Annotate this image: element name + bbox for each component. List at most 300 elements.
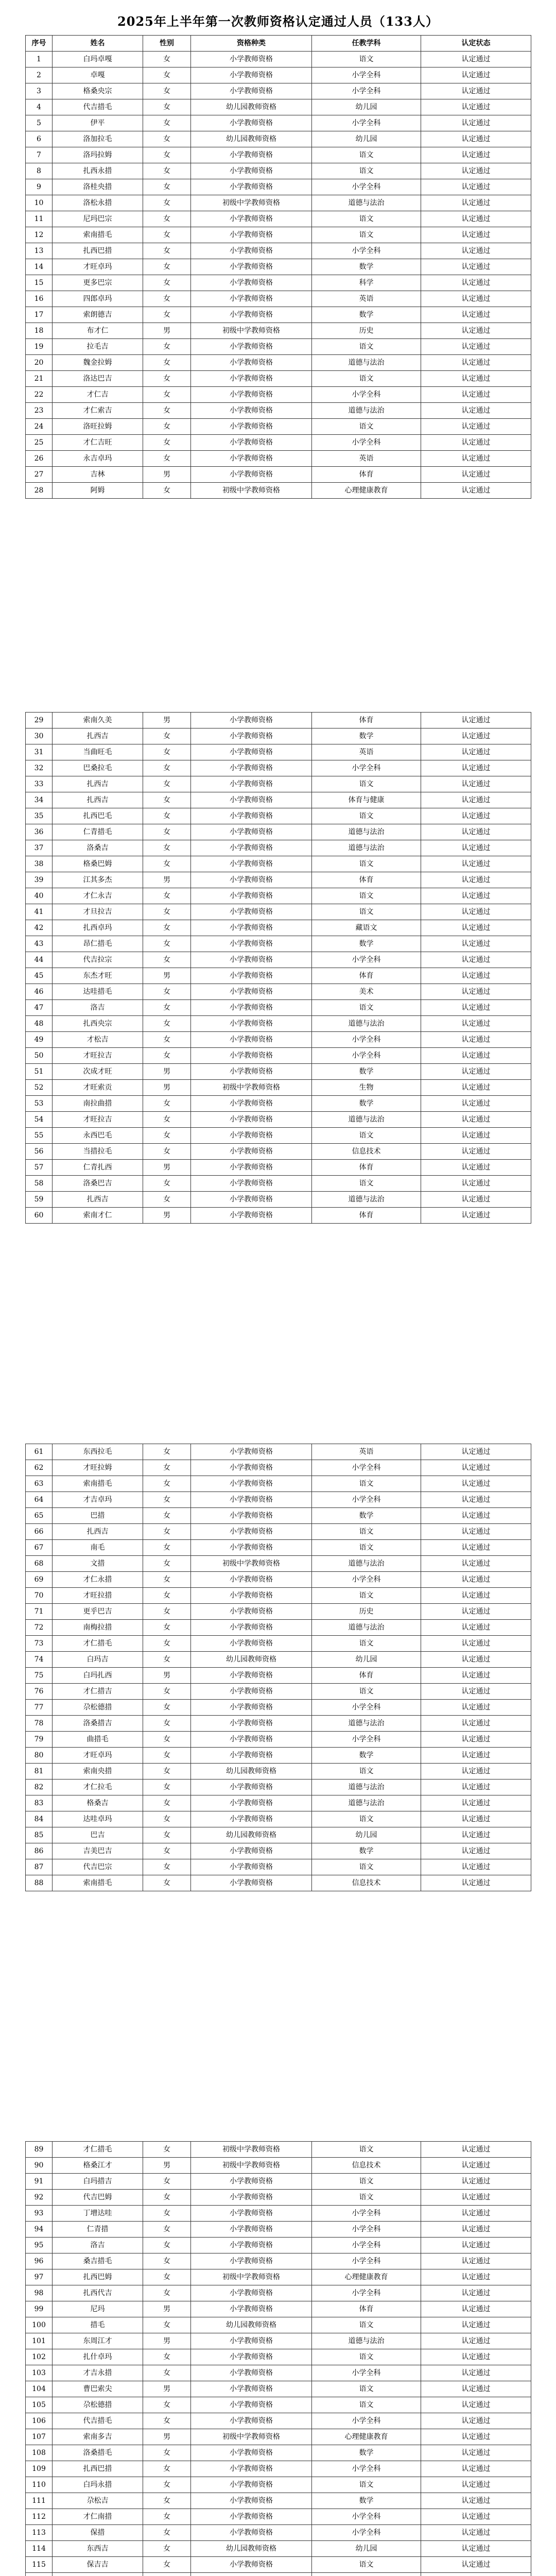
status-cell: 认定通过 [421,1128,531,1144]
gender-cell: 女 [143,355,191,371]
gender-cell: 女 [143,792,191,808]
table-row [26,840,531,856]
subject-cell: 语文 [312,2477,421,2493]
table-row [26,1000,531,1016]
name-cell: 巴吉 [53,1827,143,1843]
table-row [26,1780,531,1795]
status-cell: 认定通过 [421,1048,531,1064]
gender-cell: 女 [143,1732,191,1748]
name-cell: 保措 [53,2525,143,2541]
status-cell: 认定通过 [421,840,531,856]
status-cell: 认定通过 [421,1556,531,1572]
qualification-cell: 小学教师资格 [191,371,312,387]
seq-cell: 104 [26,2381,53,2397]
name-cell: 仁青措 [53,2222,143,2238]
qualification-cell: 小学教师资格 [191,1588,312,1604]
status-cell: 认定通过 [421,1064,531,1080]
status-cell: 认定通过 [421,2445,531,2461]
qualification-cell: 小学教师资格 [191,2461,312,2477]
seq-cell: 43 [26,936,53,952]
table-row [26,1636,531,1652]
name-cell: 扎西巴措 [53,243,143,259]
name-cell: 扎西吉 [53,1524,143,1540]
qualification-cell: 小学教师资格 [191,1636,312,1652]
qualification-cell: 初级中学教师资格 [191,2142,312,2158]
subject-cell: 幼儿园 [312,131,421,147]
seq-cell: 57 [26,1160,53,1176]
table-row [26,419,531,435]
seq-cell: 32 [26,760,53,776]
seq-cell: 87 [26,1859,53,1875]
seq-cell: 11 [26,211,53,227]
gender-cell: 女 [143,67,191,83]
gender-cell: 女 [143,227,191,243]
subject-cell: 道德与法治 [312,403,421,419]
name-cell: 才仁措毛 [53,2142,143,2158]
gender-cell: 女 [143,243,191,259]
table-row [26,1160,531,1176]
table-row [26,776,531,792]
name-cell: 尼玛巴宗 [53,211,143,227]
table-row [26,1716,531,1732]
status-cell: 认定通过 [421,904,531,920]
name-cell: 仁青措毛 [53,824,143,840]
status-cell: 认定通过 [421,1508,531,1524]
subject-cell: 语文 [312,2317,421,2333]
subject-cell [312,2573,421,2576]
table-row [26,403,531,419]
status-cell: 认定通过 [421,227,531,243]
gender-cell: 女 [143,1764,191,1780]
status-cell: 认定通过 [421,744,531,760]
gender-cell: 女 [143,291,191,307]
table-row [26,760,531,776]
subject-cell: 体育 [312,872,421,888]
table-row [26,2509,531,2525]
status-cell: 认定通过 [421,1780,531,1795]
name-cell: 白玛吉 [53,1652,143,1668]
status-cell: 认定通过 [421,291,531,307]
subject-cell: 小学全科 [312,2238,421,2253]
seq-cell: 111 [26,2493,53,2509]
seq-cell: 60 [26,1208,53,1224]
table-row [26,824,531,840]
seq-cell: 14 [26,259,53,275]
gender-cell: 女 [143,403,191,419]
gender-cell: 女 [143,1716,191,1732]
subject-cell: 小学全科 [312,179,421,195]
seq-cell: 90 [26,2158,53,2174]
qualification-cell: 小学教师资格 [191,179,312,195]
name-cell: 曹巴索尖 [53,2381,143,2397]
name-cell: 扎什卓玛 [53,2349,143,2365]
gender-cell: 女 [143,147,191,163]
gender-cell: 女 [143,2238,191,2253]
seq-cell: 93 [26,2206,53,2222]
qualification-cell: 小学教师资格 [191,2206,312,2222]
seq-cell: 4 [26,99,53,115]
table-row [26,1064,531,1080]
table-row [26,1620,531,1636]
gender-cell: 女 [143,1000,191,1016]
subject-cell: 小学全科 [312,1700,421,1716]
qualification-cell: 小学教师资格 [191,920,312,936]
status-cell: 认定通过 [421,2317,531,2333]
name-cell: 索南措毛 [53,1476,143,1492]
seq-cell: 56 [26,1144,53,1160]
gender-cell: 女 [143,1032,191,1048]
gender-cell: 女 [143,808,191,824]
name-cell: 才仁吉 [53,387,143,403]
seq-cell: 18 [26,323,53,339]
qualification-cell: 幼儿园教师资格 [191,2317,312,2333]
table-row [26,1144,531,1160]
qualification-cell: 幼儿园教师资格 [191,131,312,147]
status-cell: 认定通过 [421,1476,531,1492]
status-cell: 认定通过 [421,195,531,211]
qualification-cell: 初级中学教师资格 [191,1080,312,1096]
subject-cell: 道德与法治 [312,1795,421,1811]
subject-cell: 小学全科 [312,2365,421,2381]
seq-cell: 85 [26,1827,53,1843]
qualification-cell: 小学教师资格 [191,968,312,984]
table-row [26,163,531,179]
table-row [26,1700,531,1716]
subject-cell: 语文 [312,1636,421,1652]
qualification-cell: 小学教师资格 [191,2333,312,2349]
subject-cell: 数学 [312,1508,421,1524]
table-row [26,83,531,99]
subject-cell: 小学全科 [312,2509,421,2525]
gender-cell: 女 [143,1524,191,1540]
gender-cell: 女 [143,115,191,131]
name-cell: 才仁永措 [53,1572,143,1588]
gender-cell: 女 [143,2190,191,2206]
status-cell: 认定通过 [421,1208,531,1224]
subject-cell: 小学全科 [312,2222,421,2238]
qualification-cell [191,2573,312,2576]
seq-cell: 105 [26,2397,53,2413]
subject-cell: 幼儿园 [312,2541,421,2557]
subject-cell: 语文 [312,2557,421,2573]
seq-cell: 86 [26,1843,53,1859]
gender-cell: 女 [143,371,191,387]
status-cell: 认定通过 [421,1668,531,1684]
name-cell: 洛玛拉姆 [53,147,143,163]
name-cell: 吉林 [53,467,143,483]
qualification-cell: 小学教师资格 [191,2525,312,2541]
table-row [26,1016,531,1032]
subject-cell: 小学全科 [312,387,421,403]
name-cell: 永西巴毛 [53,1128,143,1144]
status-cell: 认定通过 [421,1764,531,1780]
qualification-cell: 小学教师资格 [191,2557,312,2573]
seq-cell: 26 [26,451,53,467]
subject-cell: 心理健康教育 [312,483,421,499]
qualification-cell: 小学教师资格 [191,115,312,131]
table-row [26,2413,531,2429]
gender-cell: 女 [143,2142,191,2158]
gender-cell: 女 [143,1048,191,1064]
name-cell: 四郎卓玛 [53,291,143,307]
subject-cell: 道德与法治 [312,355,421,371]
seq-cell: 45 [26,968,53,984]
qualification-cell: 小学教师资格 [191,713,312,728]
name-cell: 格桑吉 [53,1795,143,1811]
table-row [26,243,531,259]
table-row [26,2158,531,2174]
status-cell: 认定通过 [421,467,531,483]
gender-cell: 女 [143,2493,191,2509]
gender-cell: 女 [143,131,191,147]
status-cell: 认定通过 [421,1716,531,1732]
status-cell: 认定通过 [421,2238,531,2253]
header-subject-cell: 任教学科 [312,36,421,52]
name-cell: 巴措 [53,1508,143,1524]
qualification-cell: 小学教师资格 [191,888,312,904]
table-row [26,2190,531,2206]
status-cell: 认定通过 [421,147,531,163]
subject-cell: 体育 [312,968,421,984]
qualification-cell: 小学教师资格 [191,2413,312,2429]
table-row [26,1524,531,1540]
table-row [26,984,531,1000]
name-cell: 文措 [53,1556,143,1572]
qualification-cell: 小学教师资格 [191,744,312,760]
subject-cell: 小学全科 [312,1048,421,1064]
gender-cell: 女 [143,2477,191,2493]
table-row [26,307,531,323]
seq-cell: 80 [26,1748,53,1764]
subject-cell: 语文 [312,888,421,904]
table-row [26,1811,531,1827]
name-cell: 次成才旺 [53,1064,143,1080]
qualification-cell: 小学教师资格 [191,1540,312,1556]
seq-cell: 51 [26,1064,53,1080]
status-cell: 认定通过 [421,1843,531,1859]
seq-cell: 102 [26,2349,53,2365]
subject-cell: 语文 [312,52,421,67]
seq-cell: 13 [26,243,53,259]
name-cell: 扎西巴措 [53,2461,143,2477]
header-status-cell: 认定状态 [421,36,531,52]
name-cell: 代吉巴宗 [53,1859,143,1875]
gender-cell: 男 [143,323,191,339]
seq-cell: 49 [26,1032,53,1048]
subject-cell: 道德与法治 [312,1112,421,1128]
status-cell: 认定通过 [421,1540,531,1556]
seq-cell: 75 [26,1668,53,1684]
status-cell: 认定通过 [421,872,531,888]
table-row [26,920,531,936]
subject-cell: 历史 [312,323,421,339]
status-cell: 认定通过 [421,2461,531,2477]
name-cell: 曲措毛 [53,1732,143,1748]
seq-cell: 40 [26,888,53,904]
seq-cell: 84 [26,1811,53,1827]
gender-cell: 女 [143,1508,191,1524]
table-row [26,792,531,808]
qualification-cell: 小学教师资格 [191,243,312,259]
status-cell: 认定通过 [421,1875,531,1891]
subject-cell: 小学全科 [312,67,421,83]
subject-cell: 道德与法治 [312,840,421,856]
seq-cell: 64 [26,1492,53,1508]
qualification-cell: 小学教师资格 [191,2174,312,2190]
subject-cell: 小学全科 [312,2525,421,2541]
seq-cell: 5 [26,115,53,131]
name-cell: 扎西巴姆 [53,2269,143,2285]
seq-cell: 17 [26,307,53,323]
status-cell: 认定通过 [421,2477,531,2493]
status-cell: 认定通过 [421,1684,531,1700]
seq-cell [26,2573,53,2576]
table-row [26,387,531,403]
subject-cell: 小学全科 [312,1732,421,1748]
status-cell: 认定通过 [421,1176,531,1192]
status-cell: 认定通过 [421,2381,531,2397]
gender-cell: 女 [143,275,191,291]
gender-cell: 女 [143,2557,191,2573]
qualification-cell: 幼儿园教师资格 [191,1652,312,1668]
subject-cell: 语文 [312,371,421,387]
subject-cell: 语文 [312,1000,421,1016]
table-row [26,1652,531,1668]
status-cell: 认定通过 [421,1096,531,1112]
qualification-cell: 小学教师资格 [191,904,312,920]
table-row [26,195,531,211]
status-cell: 认定通过 [421,728,531,744]
name-cell: 才仁南措 [53,2509,143,2525]
table-row [26,1444,531,1460]
gender-cell: 女 [143,163,191,179]
gender-cell: 女 [143,1636,191,1652]
name-cell: 扎西巴毛 [53,808,143,824]
name-cell: 格桑巴姆 [53,856,143,872]
qualification-cell: 小学教师资格 [191,1668,312,1684]
qualification-cell: 小学教师资格 [191,776,312,792]
name-cell: 更多巴宗 [53,275,143,291]
table-row [26,483,531,499]
status-cell: 认定通过 [421,163,531,179]
table-row [26,2222,531,2238]
table-row [26,2142,531,2158]
gender-cell: 女 [143,2461,191,2477]
name-cell: 尕松吉 [53,2493,143,2509]
qualification-cell: 小学教师资格 [191,1492,312,1508]
qualification-cell: 小学教师资格 [191,1048,312,1064]
subject-cell: 体育 [312,1668,421,1684]
gender-cell: 女 [143,419,191,435]
seq-cell: 15 [26,275,53,291]
gender-cell: 女 [143,387,191,403]
seq-cell: 24 [26,419,53,435]
gender-cell: 女 [143,856,191,872]
gender-cell: 女 [143,1748,191,1764]
name-cell: 南拉曲措 [53,1096,143,1112]
gender-cell: 女 [143,1604,191,1620]
name-cell: 卓嘎 [53,67,143,83]
name-cell: 达哇卓玛 [53,1811,143,1827]
name-cell: 江其多杰 [53,872,143,888]
name-cell: 才仁永吉 [53,888,143,904]
subject-cell: 生物 [312,1080,421,1096]
name-cell: 仁青扎西 [53,1160,143,1176]
table-row [26,211,531,227]
table-row [26,1668,531,1684]
table-row [26,1764,531,1780]
gender-cell: 女 [143,1652,191,1668]
status-cell: 认定通过 [421,2158,531,2174]
table-row [26,904,531,920]
header-name-cell: 姓名 [53,36,143,52]
seq-cell: 103 [26,2365,53,2381]
name-cell: 丁增达哇 [53,2206,143,2222]
seq-cell: 63 [26,1476,53,1492]
seq-cell: 100 [26,2317,53,2333]
qualification-cell: 小学教师资格 [191,872,312,888]
status-cell: 认定通过 [421,856,531,872]
name-cell: 索朗德吉 [53,307,143,323]
subject-cell: 语文 [312,856,421,872]
name-cell: 白玛永措 [53,2477,143,2493]
qualification-cell: 小学教师资格 [191,1016,312,1032]
subject-cell: 道德与法治 [312,195,421,211]
seq-cell: 25 [26,435,53,451]
gender-cell: 女 [143,744,191,760]
seq-cell: 30 [26,728,53,744]
gender-cell: 女 [143,2525,191,2541]
qualification-cell: 小学教师资格 [191,147,312,163]
subject-cell: 语文 [312,1524,421,1540]
subject-cell: 道德与法治 [312,1556,421,1572]
subject-cell: 语文 [312,339,421,355]
gender-cell: 男 [143,1064,191,1080]
gender-cell: 女 [143,776,191,792]
status-cell: 认定通过 [421,99,531,115]
status-cell: 认定通过 [421,67,531,83]
status-cell: 认定通过 [421,307,531,323]
status-cell: 认定通过 [421,2557,531,2573]
name-cell: 才旺拉吉 [53,1048,143,1064]
qualification-cell: 小学教师资格 [191,227,312,243]
name-cell: 洛桑吉 [53,840,143,856]
qualification-cell: 小学教师资格 [191,1843,312,1859]
subject-cell: 语文 [312,227,421,243]
subject-cell: 心理健康教育 [312,2429,421,2445]
name-cell: 永吉卓玛 [53,451,143,467]
status-cell: 认定通过 [421,968,531,984]
seq-cell: 109 [26,2461,53,2477]
status-cell: 认定通过 [421,371,531,387]
gender-cell: 男 [143,1208,191,1224]
status-cell: 认定通过 [421,824,531,840]
seq-cell: 58 [26,1176,53,1192]
subject-cell: 英语 [312,291,421,307]
subject-cell: 数学 [312,307,421,323]
qualification-cell: 小学教师资格 [191,2222,312,2238]
seq-cell: 72 [26,1620,53,1636]
gender-cell: 女 [143,1096,191,1112]
gender-cell: 女 [143,2445,191,2461]
table-row [26,99,531,115]
seq-cell: 81 [26,1764,53,1780]
subject-cell: 道德与法治 [312,1716,421,1732]
seq-cell: 108 [26,2445,53,2461]
name-cell: 扎西吉 [53,728,143,744]
subject-cell: 信息技术 [312,1144,421,1160]
table-row [26,2238,531,2253]
